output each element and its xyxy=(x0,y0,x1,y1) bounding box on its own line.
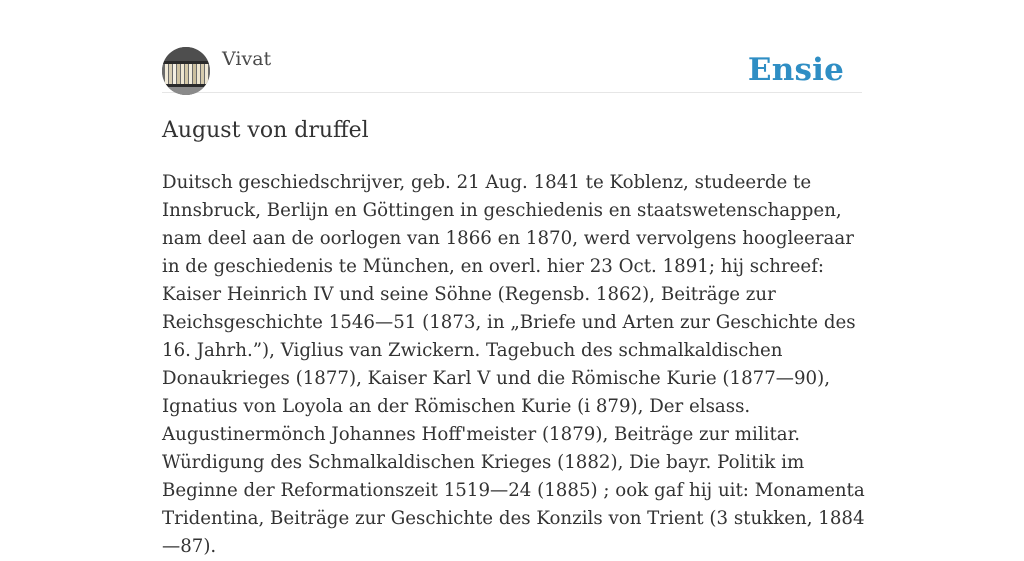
source-name[interactable]: Vivat xyxy=(222,48,272,70)
bookshelf-avatar-icon[interactable] xyxy=(162,47,210,95)
brand-logo[interactable]: Ensie xyxy=(747,52,844,88)
page-header xyxy=(162,46,862,93)
article-title: August von druffel xyxy=(162,118,369,143)
article-body: Duitsch geschiedschrijver, geb. 21 Aug. 1841 te Koblenz, studeerde te Innsbruck, Berlijn en Göttingen in geschiedenis en staatswetenschappen, nam deel aan de oorlogen van 1866 en 1870, werd vervolgens hoogleeraar in de geschiedenis te München, en overl. hier 23 Oct. 1891; hij schreef: Kaiser Heinrich IV und seine Söhne (Regensb. 1862), Beiträge zur Reichsgeschichte 1546—51 (1873, in „Briefe und Arten zur Geschichte des 16. Jahrh.”), Viglius van Zwickern. Tagebuch des schmalkaldischen Donaukrieges (1877), Kaiser Karl V und die Römische Kurie (1877—90), Ignatius von Loyola an der Römischen Kurie (i 879), Der elsass. Augustinermönch Johannes Hoff'meister (1879), Beiträge zur militar. Würdigung des Schmalkaldischen Krieges (1882), Die bayr. Politik im Beginne der Reformationszeit 1519—24 (1885) ; ook gaf hij uit: Monamenta Tridentina, Beiträge zur Geschichte des Konzils von Trient (3 stukken, 1884—87). xyxy=(162,172,865,557)
